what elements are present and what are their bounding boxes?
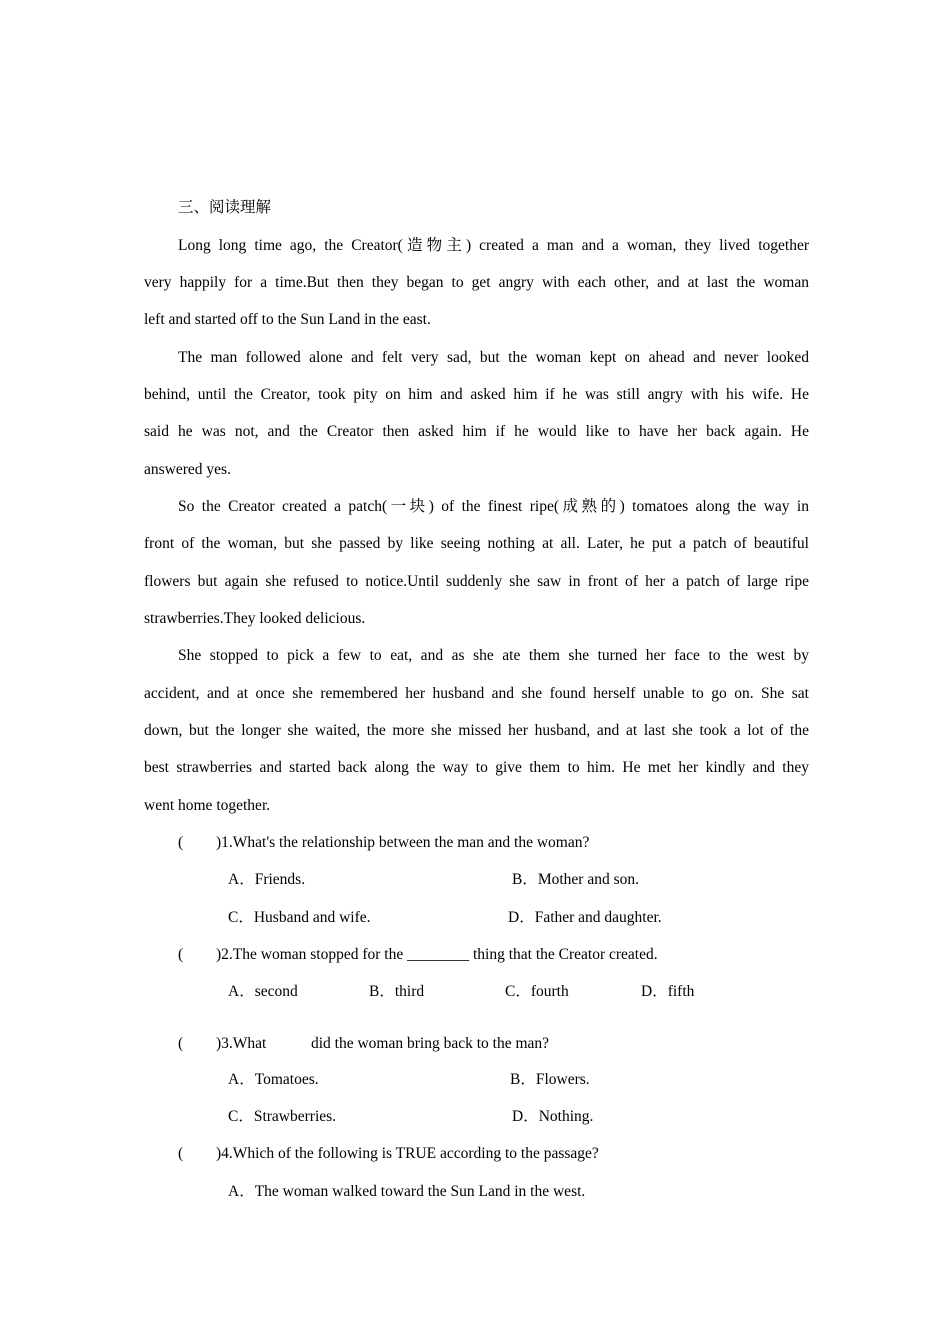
question-1-text: )1.What's the relationship between the man and the woman? bbox=[216, 834, 590, 851]
question-2-option-c: C．fourth bbox=[505, 983, 569, 1000]
answer-blank-paren: ( bbox=[178, 834, 184, 851]
passage-line: Long long time ago, the Creator(造物主) created a man and a woman, they lived together bbox=[178, 237, 809, 254]
passage-line: She stopped to pick a few to eat, and as she ate them she turned her face to the west by bbox=[178, 647, 809, 664]
question-3-option-a: A．Tomatoes. bbox=[228, 1071, 319, 1088]
question-2-text: )2.The woman stopped for the ________ thing that the Creator created. bbox=[216, 946, 658, 963]
passage-line: The man followed alone and felt very sad, but the woman kept on ahead and never looked bbox=[178, 349, 809, 366]
question-3-text: )3.What bbox=[216, 1035, 267, 1052]
answer-blank-paren: ( bbox=[178, 1145, 184, 1162]
answer-blank-paren: ( bbox=[178, 946, 184, 963]
question-4-text: )4.Which of the following is TRUE according to the passage? bbox=[216, 1145, 599, 1162]
passage-line: best strawberries and started back along the way to give them to him. He met her kindly and they bbox=[144, 759, 809, 776]
question-4-option-a: A．The woman walked toward the Sun Land in the west. bbox=[228, 1183, 586, 1200]
answer-blank-paren: ( bbox=[178, 1035, 184, 1052]
passage-line: flowers but again she refused to notice.Until suddenly she saw in front of her a patch of large ripe bbox=[144, 573, 809, 590]
passage-line: left and started off to the Sun Land in the east. bbox=[144, 311, 431, 328]
question-1-option-a: A．Friends. bbox=[228, 871, 306, 888]
question-3-text-continued: did the woman bring back to the man? bbox=[311, 1035, 550, 1052]
passage-line: said he was not, and the Creator then asked him if he would like to have her back again. He bbox=[144, 423, 809, 440]
question-3-option-d: D．Nothing. bbox=[512, 1108, 594, 1125]
passage-line: down, but the longer she waited, the more she missed her husband, and at last she took a lot of the bbox=[144, 722, 809, 739]
passage-line: accident, and at once she remembered her husband and she found herself unable to go on. She sat bbox=[144, 685, 809, 702]
question-3-option-c: C．Strawberries. bbox=[228, 1108, 337, 1125]
passage-line: behind, until the Creator, took pity on him and asked him if he was still angry with his wife. He bbox=[144, 386, 809, 403]
passage-line: So the Creator created a patch(一块) of the finest ripe(成熟的) tomatoes along the way in bbox=[178, 498, 809, 515]
question-1-option-b: B．Mother and son. bbox=[512, 871, 640, 888]
question-2-option-a: A．second bbox=[228, 983, 298, 1000]
passage-line: strawberries.They looked delicious. bbox=[144, 610, 366, 627]
passage-line: went home together. bbox=[144, 797, 271, 814]
question-2-option-d: D．fifth bbox=[641, 983, 695, 1000]
passage-line: answered yes. bbox=[144, 461, 231, 478]
section-title: 三、阅读理解 bbox=[178, 199, 272, 216]
question-2-option-b: B．third bbox=[369, 983, 425, 1000]
passage-line: front of the woman, but she passed by like seeing nothing at all. Later, he put a patch of beautiful bbox=[144, 535, 809, 552]
question-3-option-b: B．Flowers. bbox=[510, 1071, 590, 1088]
passage-line: very happily for a time.But then they began to get angry with each other, and at last the woman bbox=[144, 274, 809, 291]
question-1-option-d: D．Father and daughter. bbox=[508, 909, 662, 926]
question-1-option-c: C．Husband and wife. bbox=[228, 909, 371, 926]
